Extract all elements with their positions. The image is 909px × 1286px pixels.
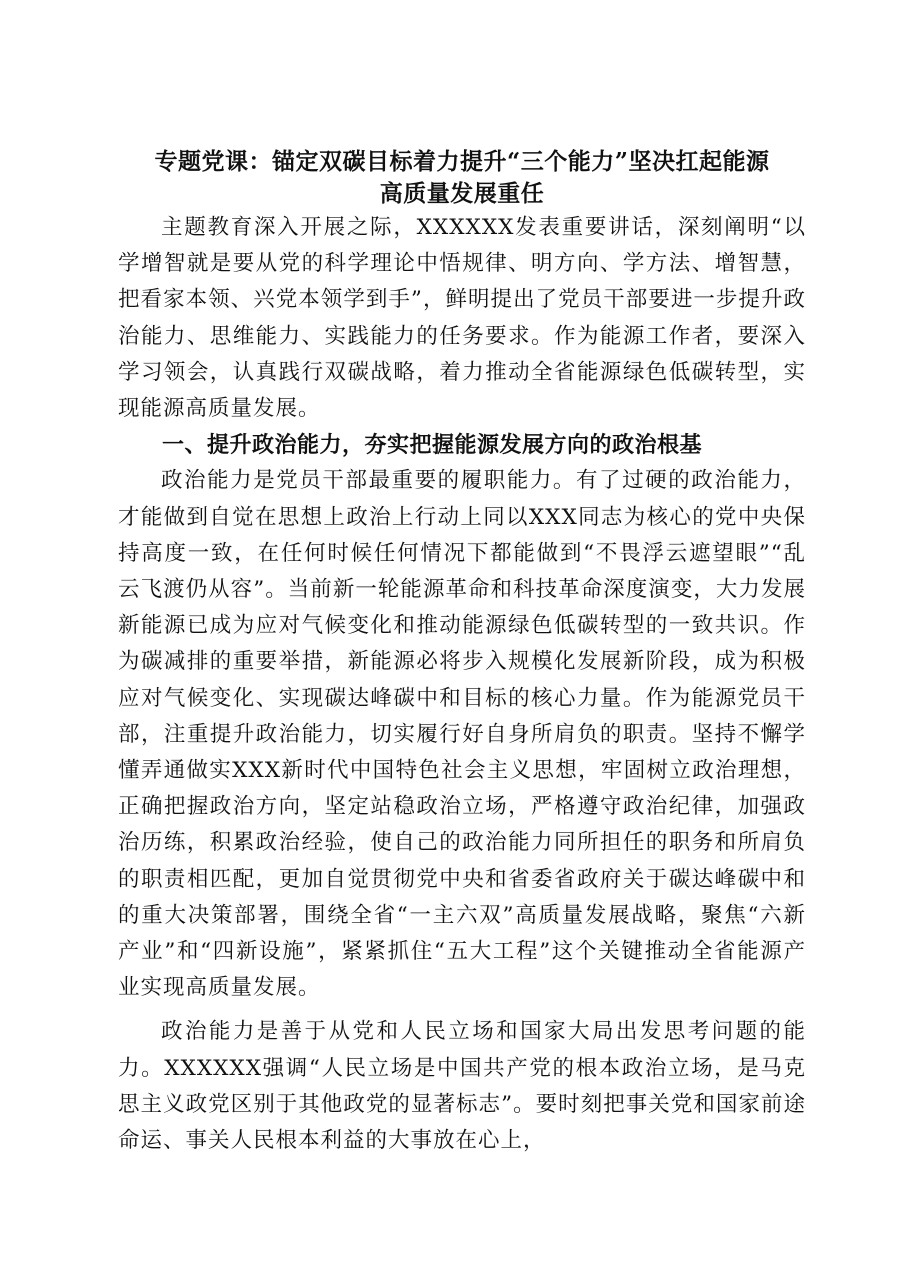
- section-1-paragraph-2: 政治能力是善于从党和人民立场和国家大局出发思考问题的能力。XXXXXX强调“人民立场是中国共产党的根本政治立场，是马克思主义政党区别于其他政党的显著标志”。要时刻把事关党和国家前途命运、事关人民根本利益的大事放在心上，: [118, 1019, 806, 1154]
- document-title-line-2: 高质量发展重任: [379, 180, 545, 207]
- section-1-paragraph-1: 政治能力是党员干部最重要的履职能力。有了过硬的政治能力，才能做到自觉在思想上政治上行动上同以XXX同志为核心的党中央保持高度一致，在任何时候任何情况下都能做到“不畏浮云遮望眼”“乱云飞渡仍从容”。当前新一轮能源革命和科技革命深度演变，大力发展新能源已成为应对气候变化和推动能源绿色低碳转型的一致共识。作为碳减排的重要举措，新能源必将步入规模化发展新阶段，成为积极应对气候变化、实现碳达峰碳中和目标的核心力量。作为能源党员干部，注重提升政治能力，切实履行好自身所肩负的职责。坚持不懈学懂弄通做实XXX新时代中国特色社会主义思想，牢固树立政治理想，正确把握政治方向，坚定站稳政治立场，严格遵守政治纪律，加强政治历练，积累政治经验，使自己的政治能力同所担任的职务和所肩负的职责相匹配，更加自觉贯彻党中央和省委省政府关于碳达峰碳中和的重大决策部署，围绕全省“一主六双”高质量发展战略，聚焦“六新产业”和“四新设施”，紧紧抓住“五大工程”这个关键推动全省能源产业实现高质量发展。: [118, 468, 806, 1001]
- document-title-line-1: 专题党课：锚定双碳目标着力提升“三个能力”坚决扛起能源: [154, 148, 770, 175]
- document-page: [118, 146, 806, 1159]
- section-1-heading: 一、提升政治能力，夯实把握能源发展方向的政治根基: [162, 432, 703, 459]
- document-title: [118, 146, 806, 210]
- intro-paragraph: 主题教育深入开展之际，XXXXXX发表重要讲话，深刻阐明“以学增智就是要从党的科学理论中悟规律、明方向、学方法、增智慧，把看家本领、兴党本领学到手”，鲜明提出了党员干部要进一步提升政治能力、思维能力、实践能力的任务要求。作为能源工作者，要深入学习领会，认真践行双碳战略，着力推动全省能源绿色低碳转型，实现能源高质量发展。: [118, 215, 806, 422]
- paragraph-spacer: [118, 1006, 806, 1014]
